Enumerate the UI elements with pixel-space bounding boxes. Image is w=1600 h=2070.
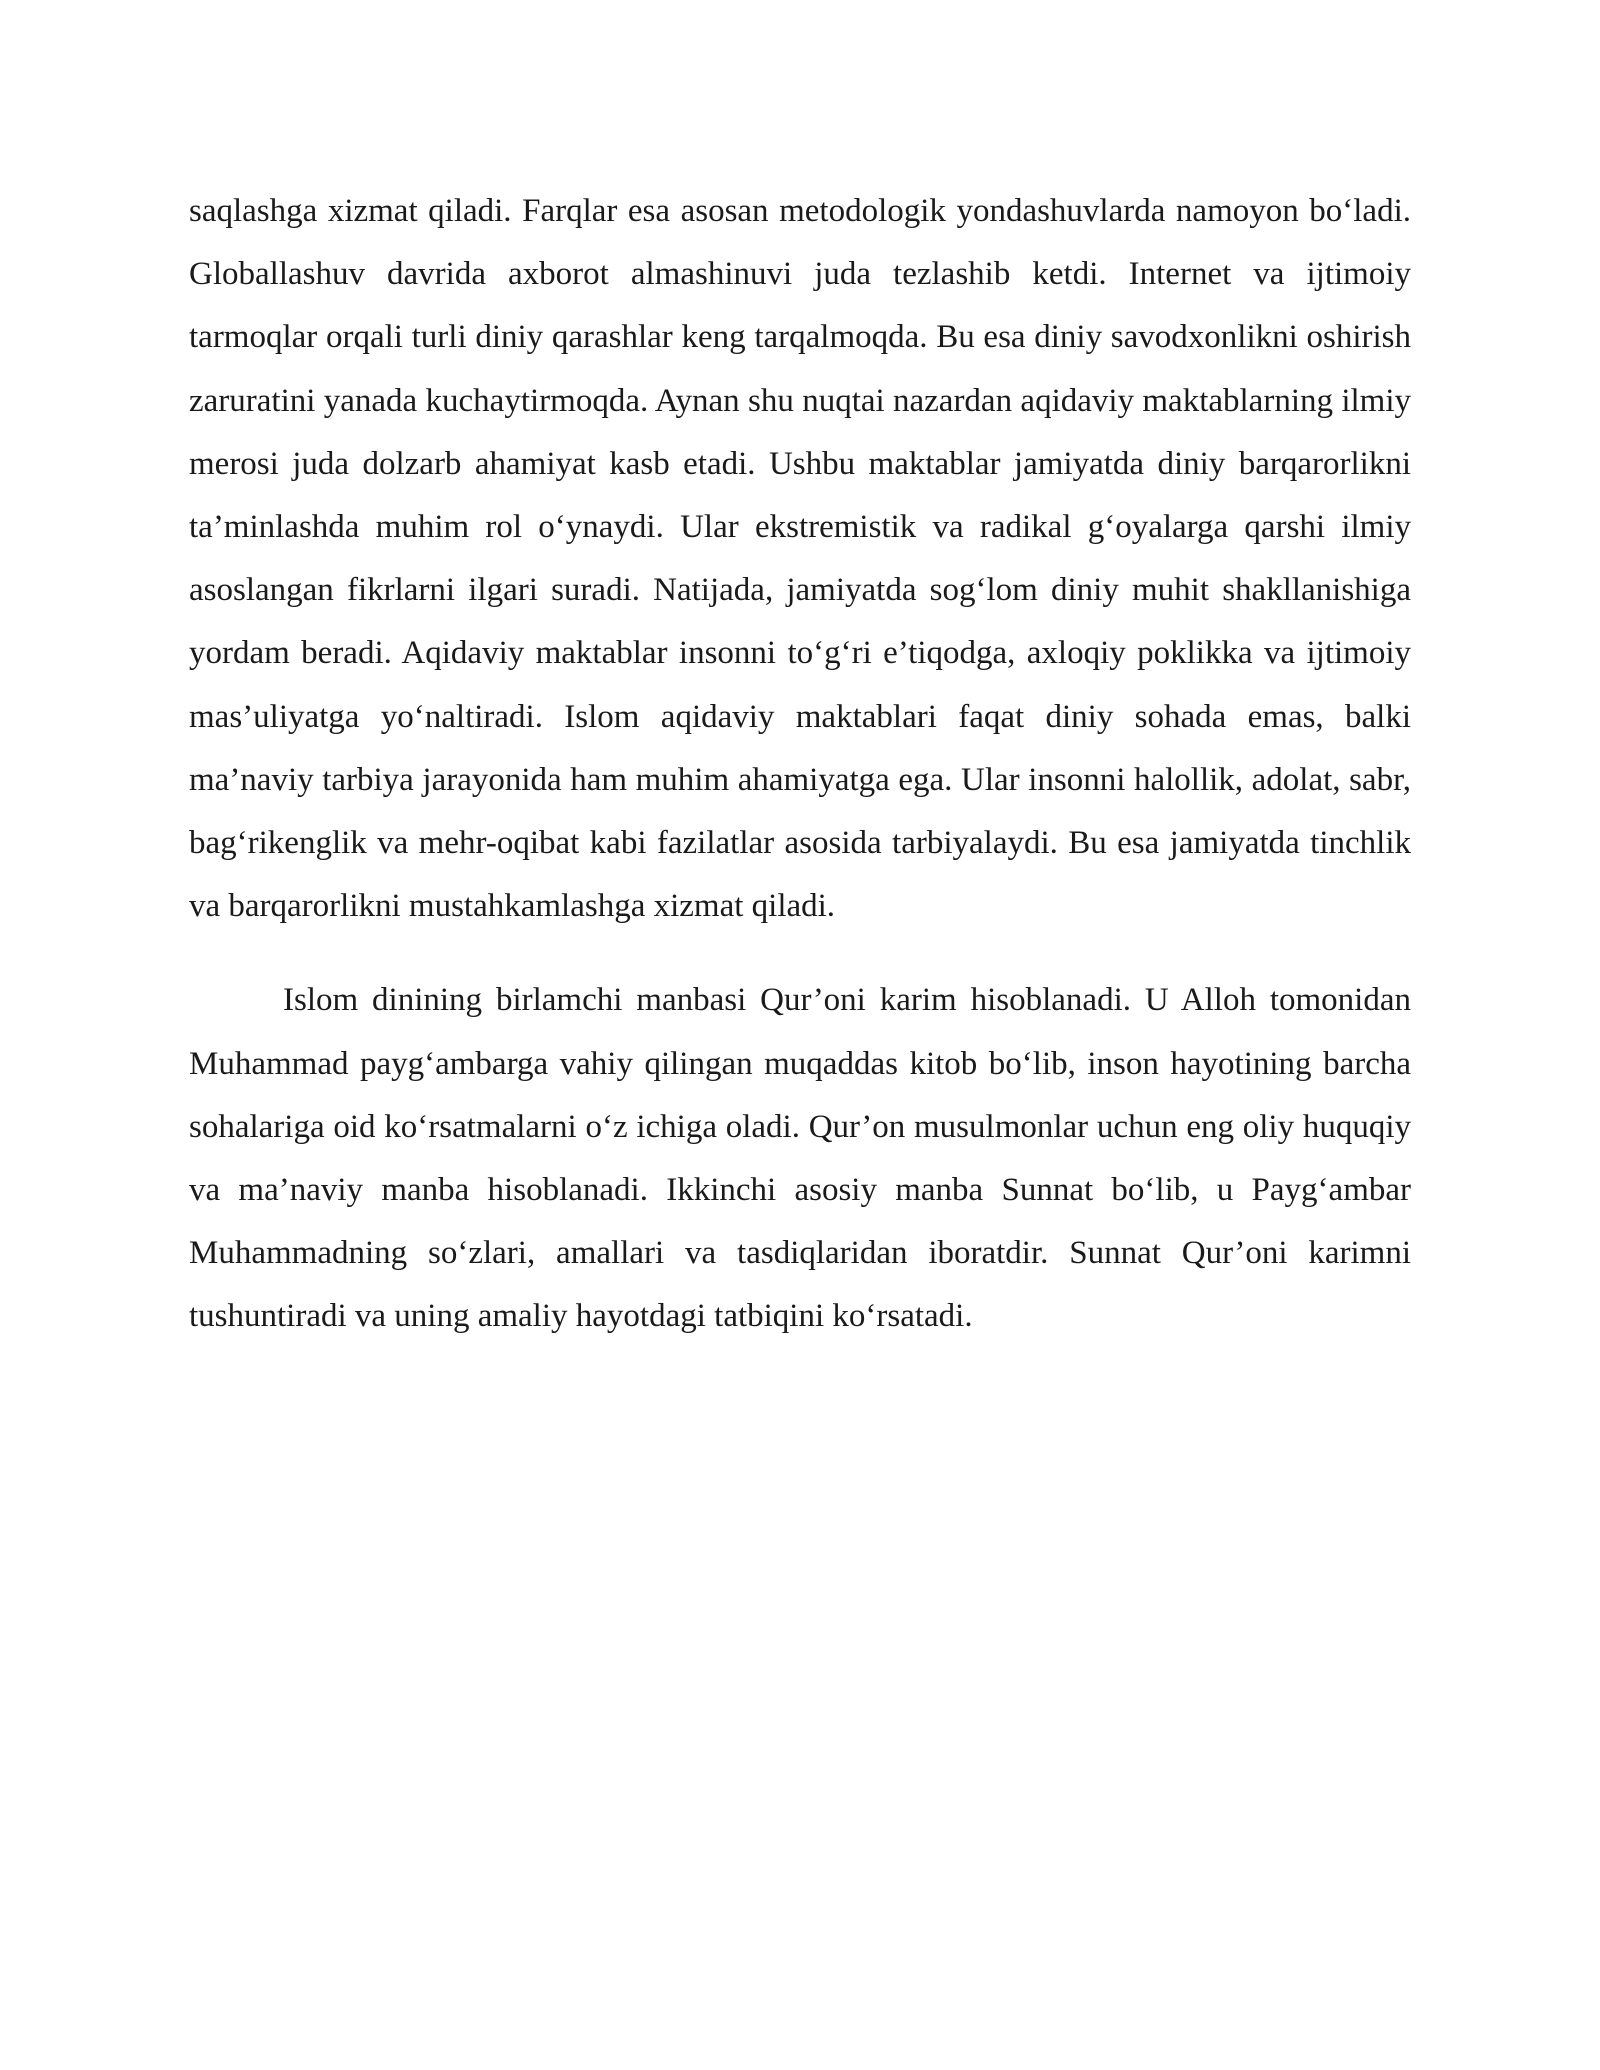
document-body xyxy=(189,180,1411,1349)
paragraph-2: Islom dinining birlamchi manbasi Qur’oni karim hisoblanadi. U Alloh tomonidan Muhammad payg‘ambarga vahiy qilingan muqaddas kitob bo‘lib, inson hayotining barcha sohalariga oid ko‘rsatmalarni o‘z ichiga oladi. Qur’on musulmonlar uchun eng oliy huquqiy va ma’naviy manba hisoblanadi. Ikkinchi asosiy manba Sunnat bo‘lib, u Payg‘ambar Muhammadning so‘zlari, amallari va tasdiqlaridan iboratdir. Sunnat Qur’oni karimni tushuntiradi va uning amaliy hayotdagi tatbiqini ko‘rsatadi. xyxy=(189,982,1411,1335)
paragraph-1: saqlashga xizmat qiladi. Farqlar esa asosan metodologik yondashuvlarda namoyon bo‘ladi. Globallashuv davrida axborot almashinuvi juda tezlashib ketdi. Internet va ijtimoiy tarmoqlar orqali turli diniy qarashlar keng tarqalmoqda. Bu esa diniy savodxonlikni oshirish zaruratini yanada kuchaytirmoqda. Aynan shu nuqtai nazardan aqidaviy maktablarning ilmiy merosi juda dolzarb ahamiyat kasb etadi. Ushbu maktablar jamiyatda diniy barqarorlikni ta’minlashda muhim rol o‘ynaydi. Ular ekstremistik va radikal g‘oyalarga qarshi ilmiy asoslangan fikrlarni ilgari suradi. Natijada, jamiyatda sog‘lom diniy muhit shakllanishiga yordam beradi. Aqidaviy maktablar insonni to‘g‘ri e’tiqodga, axloqiy poklikka va ijtimoiy mas’uliyatga yo‘naltiradi. Islom aqidaviy maktablari faqat diniy sohada emas, balki ma’naviy tarbiya jarayonida ham muhim ahamiyatga ega. Ular insonni halollik, adolat, sabr, bag‘rikenglik va mehr-oqibat kabi fazilatlar asosida tarbiyalaydi. Bu esa jamiyatda tinchlik va barqarorlikni mustahkamlashga xizmat qiladi. xyxy=(189,193,1411,925)
